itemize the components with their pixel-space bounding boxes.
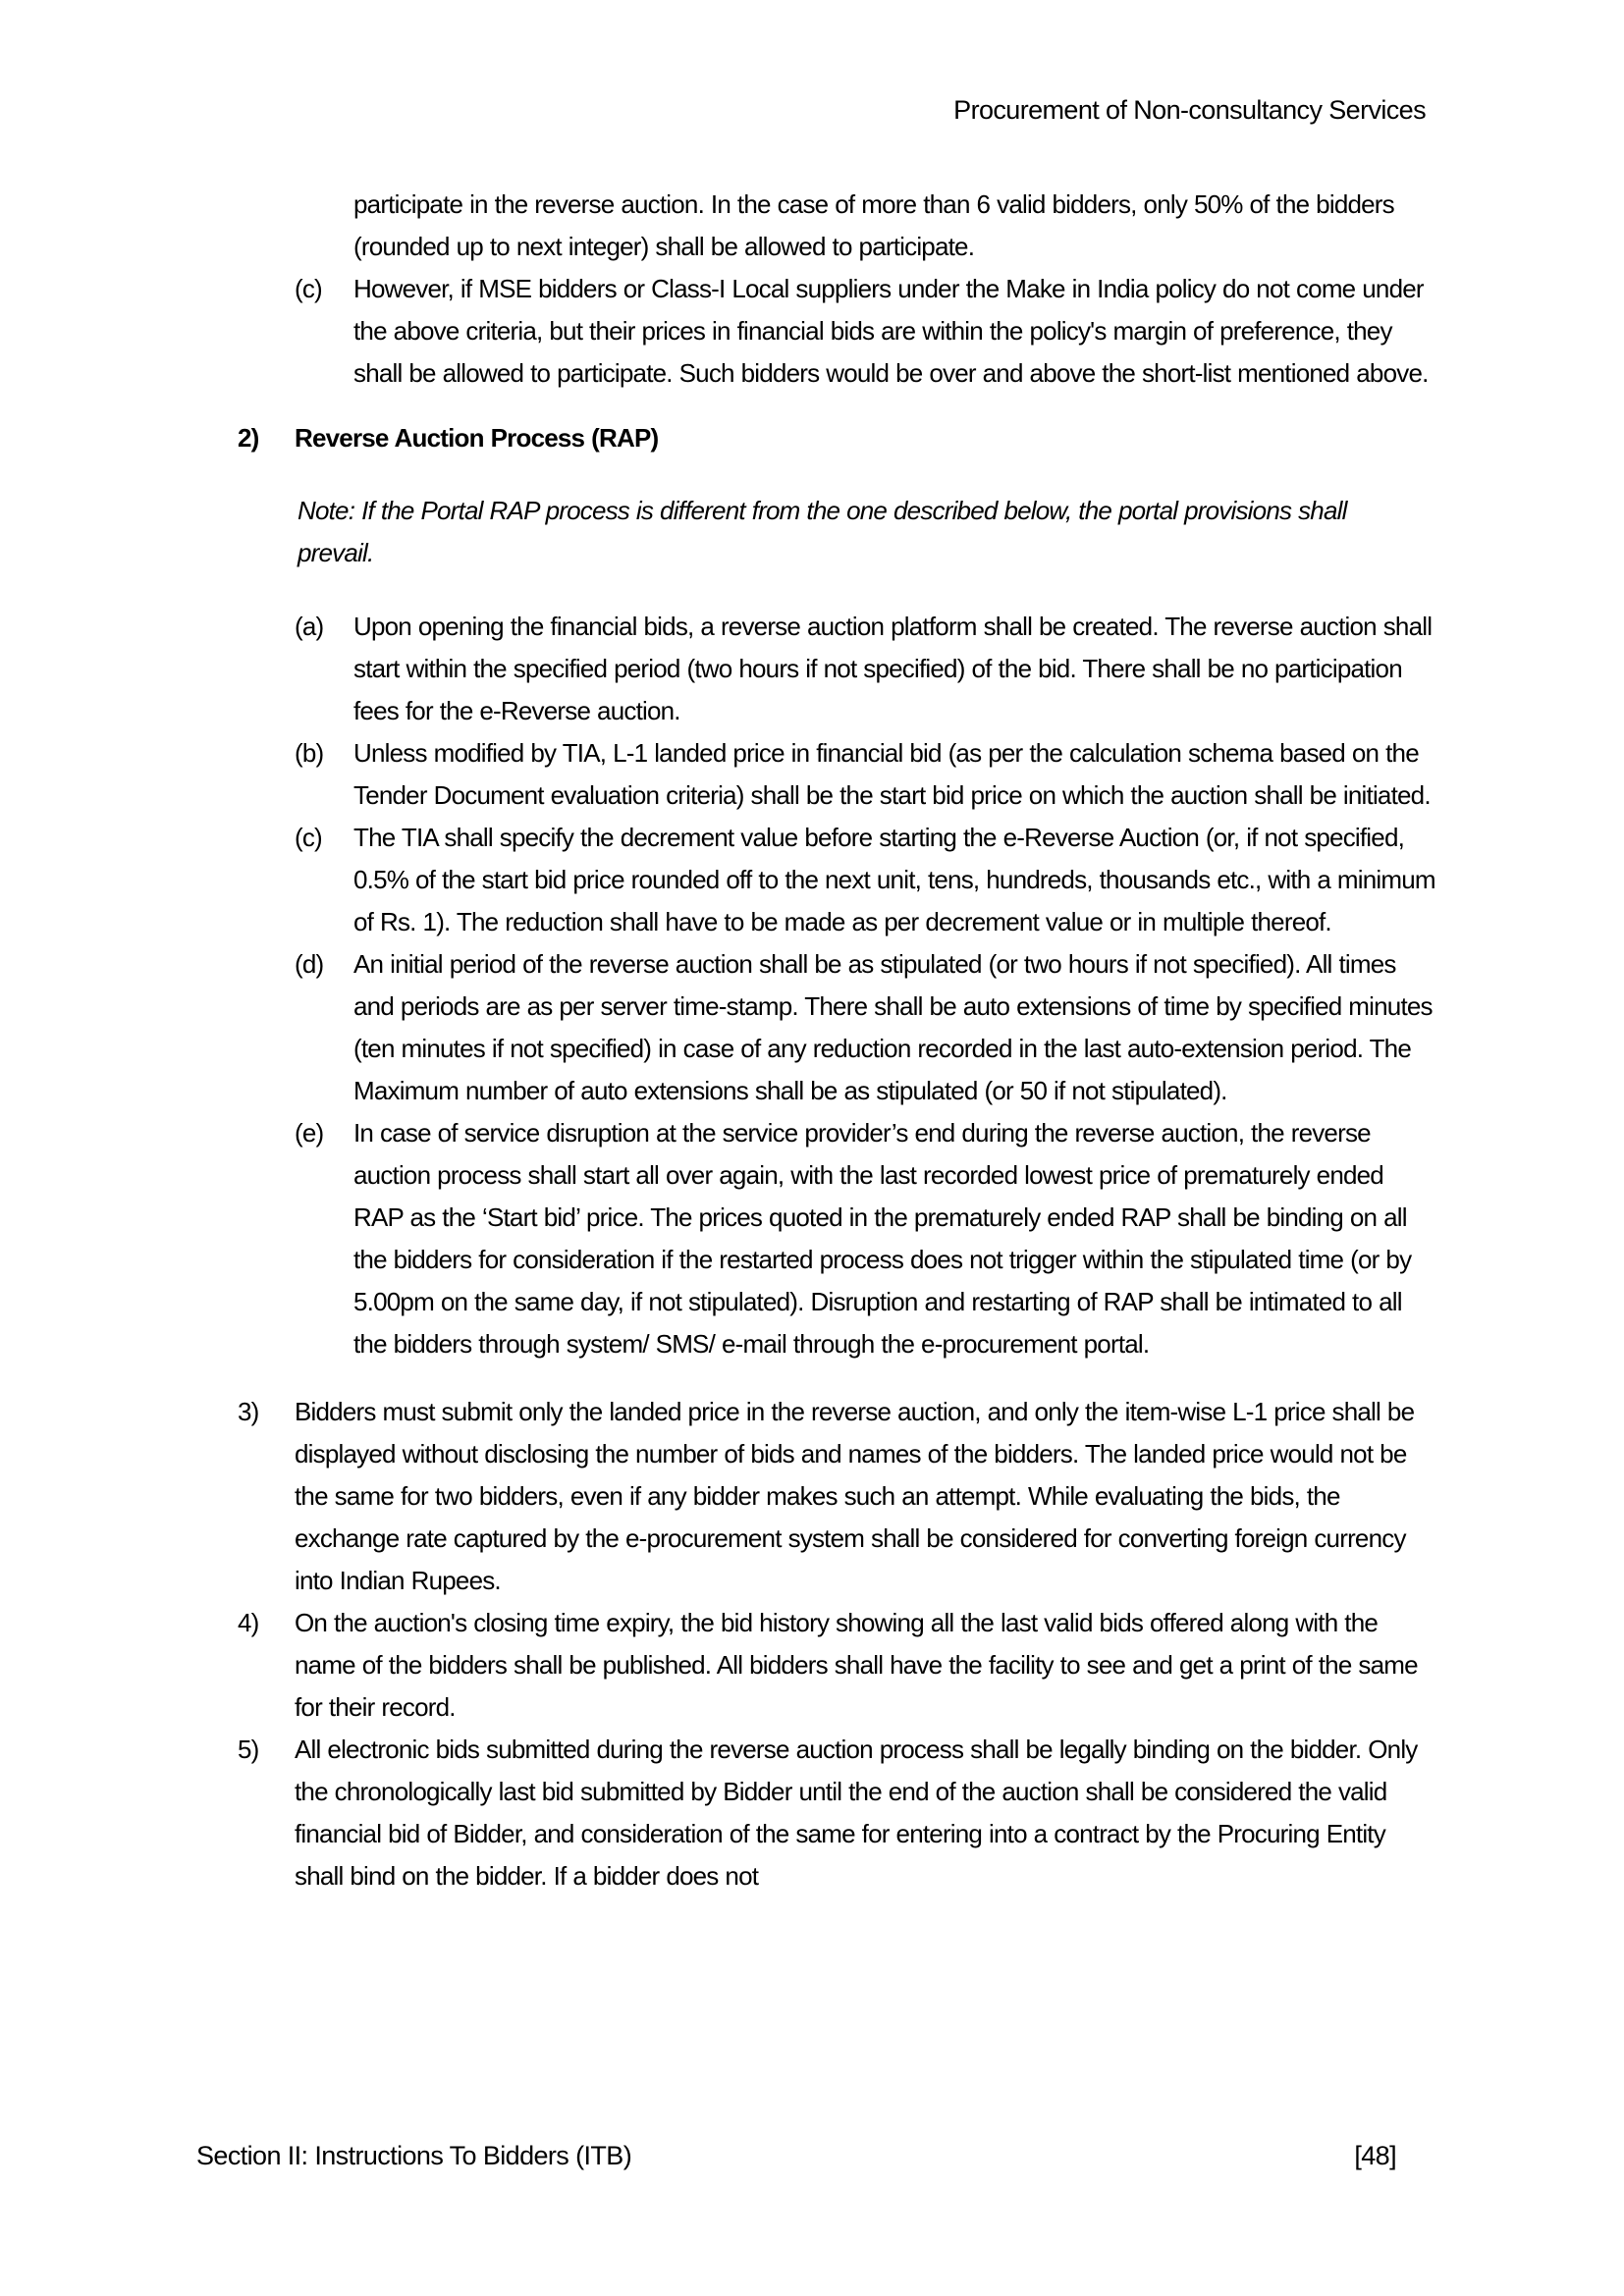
list-item-text: An initial period of the reverse auction shall be as stipulated (or two hours if not specified). All times and periods are as per server time-stamp. There shall be auto extensions of time by specified minutes (ten minutes if not specified) in case of any reduction recorded in the last auto-extension period. The Maximum number of auto extensions shall be as stipulated (or 50 if not stipulated). xyxy=(353,949,1433,1105)
lettered-item-b xyxy=(295,732,1624,817)
section-heading-text: Reverse Auction Process (RAP) xyxy=(295,423,659,453)
continuation-paragraph: participate in the reverse auction. In the case of more than 6 valid bidders, only 50% of the bidders (rounded up to next integer) shall be allowed to participate. xyxy=(353,189,1394,261)
list-item-marker: 4) xyxy=(238,1608,259,1637)
list-item-c-prev xyxy=(295,268,1624,395)
list-item-marker: (e) xyxy=(295,1118,324,1148)
lettered-item-c xyxy=(295,817,1624,943)
footer-section-label: Section II: Instructions To Bidders (ITB) xyxy=(196,2141,632,2170)
list-item-marker: (d) xyxy=(295,949,324,979)
footer-page-number: [48] xyxy=(1354,2141,1396,2170)
lettered-item-d xyxy=(295,943,1624,1112)
lettered-item-a xyxy=(295,606,1624,732)
list-item-text: On the auction's closing time expiry, the bid history showing all the last valid bids offered along with the name of the bidders shall be published. All bidders shall have the facility to see and get a print of the same for their record. xyxy=(295,1608,1418,1722)
document-body xyxy=(0,184,1624,1897)
section-heading xyxy=(238,417,1624,459)
list-item-text: Upon opening the financial bids, a reverse auction platform shall be created. The reverse auction shall start within the specified period (two hours if not specified) of the bid. There shall be no participation fees for the e-Reverse auction. xyxy=(353,612,1433,725)
numbered-item-3 xyxy=(238,1391,1624,1602)
numbered-item-4 xyxy=(238,1602,1624,1729)
list-item-marker: (c) xyxy=(295,823,322,852)
list-item-text: In case of service disruption at the service provider’s end during the reverse auction, the reverse auction process shall start all over again, with the last recorded lowest price of prematurely ended RAP as the ‘Start bid’ price. The prices quoted in the prematurely ended RAP shall be binding on all the bidders for consideration if the restarted process does not trigger within the stipulated time (or by 5.00pm on the same day, if not stipulated). Disruption and restarting of RAP shall be intimated to all the bidders through system/ SMS/ e-mail through the e-procurement portal. xyxy=(353,1118,1412,1359)
list-item-marker: (b) xyxy=(295,738,324,768)
list-item-text: The TIA shall specify the decrement value before starting the e-Reverse Auction (or, if not specified, 0.5% of the start bid price rounded off to the next unit, tens, hundreds, thousands etc., with a minimum of Rs. 1). The reduction shall have to be made as per decrement value or in multiple thereof. xyxy=(353,823,1435,936)
page-header-title: Procurement of Non-consultancy Services xyxy=(953,95,1426,125)
lettered-item-e xyxy=(295,1112,1624,1365)
note-paragraph: Note: If the Portal RAP process is different from the one described below, the portal provisions shall prevail. xyxy=(298,496,1347,567)
list-item-text: Unless modified by TIA, L-1 landed price in financial bid (as per the calculation schema based on the Tender Document evaluation criteria) shall be the start bid price on which the auction shall be initiated. xyxy=(353,738,1431,810)
section-heading-marker: 2) xyxy=(238,423,259,453)
page-footer xyxy=(196,2138,1396,2173)
list-item-text: However, if MSE bidders or Class-I Local suppliers under the Make in India policy do not come under the above criteria, but their prices in financial bids are within the policy's margin of preference, they shall be allowed to participate. Such bidders would be over and above the short-list mentioned above. xyxy=(353,274,1429,388)
list-item-marker: (c) xyxy=(295,274,322,303)
list-item-marker: 3) xyxy=(238,1397,259,1426)
list-item-text: Bidders must submit only the landed price in the reverse auction, and only the item-wise L-1 price shall be displayed without disclosing the number of bids and names of the bidders. The landed price would not be the same for two bidders, even if any bidder makes such an attempt. While evaluating the bids, the exchange rate captured by the e-procurement system shall be considered for converting foreign currency into Indian Rupees. xyxy=(295,1397,1415,1595)
numbered-item-5 xyxy=(238,1729,1624,1897)
list-item-marker: 5) xyxy=(238,1735,259,1764)
list-item-text: All electronic bids submitted during the reverse auction process shall be legally binding on the bidder. Only the chronologically last bid submitted by Bidder until the end of the auction shall be considered the valid financial bid of Bidder, and consideration of the same for entering into a contract by the Procuring Entity shall bind on the bidder. If a bidder does not xyxy=(295,1735,1418,1891)
list-item-marker: (a) xyxy=(295,612,324,641)
